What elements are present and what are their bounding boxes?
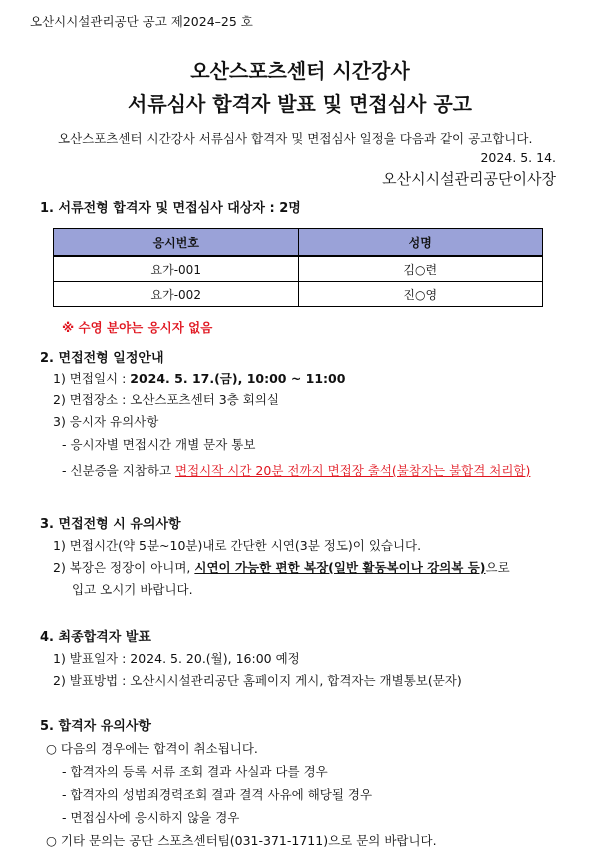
applicant-note-sms: - 응시자별 면접시간 개별 문자 통보 [62,437,256,452]
name-cell: 진○영 [298,282,543,307]
section5-heading: 5. 합격자 유의사항 [40,719,151,734]
application-number-cell: 요가-001 [54,256,299,282]
interview-location: 2) 면접장소 : 오산스포츠센터 3층 회의실 [53,392,279,407]
attendance-warning: 면접시작 시간 20분 전까지 면접장 출석(불참자는 불합격 처리함) [175,463,531,478]
cancellation-reason-documents: - 합격자의 등록 서류 조회 결과 사실과 다를 경우 [62,764,328,779]
section2-heading: 2. 면접전형 일정안내 [40,351,164,366]
dress-code-prefix: 2) 복장은 정장이 아니며, [53,560,195,575]
applicant-note-id-prefix: - 신분증을 지참하고 [62,463,176,478]
intro-text: 오산스포츠센터 시간강사 서류심사 합격자 및 면접심사 일정을 다음과 같이 공고합니다. [58,131,533,146]
applicant-note-id [62,461,530,479]
interview-datetime-label: 1) 면접일시 : [53,371,131,386]
cancellation-heading: ○ 다음의 경우에는 합격이 취소됩니다. [46,741,258,756]
notice-number: 오산시시설관리공단 공고 제2024–25 호 [30,14,253,29]
contact-info: ○ 기타 문의는 공단 스포츠센터팀(031-371-1711)으로 문의 바랍니다. [46,833,437,848]
cancellation-reason-absence: - 면접심사에 응시하지 않을 경우 [62,810,240,825]
candidates-table [53,228,543,307]
applicant-notes-heading: 3) 응시자 유의사항 [53,414,159,429]
table-row [54,256,543,282]
notice-date: 2024. 5. 14. [480,150,556,165]
dress-code-note [53,558,510,576]
dress-code-continuation: 입고 오시기 바랍니다. [72,582,193,597]
column-header-name: 성명 [298,229,543,257]
section3-heading: 3. 면접전형 시 유의사항 [40,517,181,532]
page-title-line1: 오산스포츠센터 시간강사 [190,59,410,83]
announcement-method: 2) 발표방법 : 오산시시설관리공단 홈페이지 게시, 합격자는 개별통보(문자) [53,673,462,688]
announcement-date: 1) 발표일자 : 2024. 5. 20.(월), 16:00 예정 [53,651,300,666]
interview-datetime [53,369,345,387]
interview-duration-note: 1) 면접시간(약 5분~10분)내로 간단한 시연(3분 정도)이 있습니다. [53,538,422,553]
dress-code-emphasis: 시연이 가능한 편한 복장(일반 활동복이나 강의복 등) [194,560,486,575]
table-row [54,282,543,307]
section4-heading: 4. 최종합격자 발표 [40,630,151,645]
table-header-row [54,229,543,257]
interview-datetime-value: 2024. 5. 17.(금), 10:00 ~ 11:00 [130,371,346,386]
dress-code-suffix: 으로 [485,560,510,575]
page-title-line2: 서류심사 합격자 발표 및 면접심사 공고 [128,92,472,116]
issuer: 오산시시설관리공단이사장 [382,170,556,188]
application-number-cell: 요가-002 [54,282,299,307]
cancellation-reason-criminal-record: - 합격자의 성범죄경력조회 결과 결격 사유에 해당될 경우 [62,787,373,802]
column-header-application-number: 응시번호 [54,229,299,257]
section1-heading: 1. 서류전형 합격자 및 면접심사 대상자 : 2명 [40,201,301,216]
swimming-note: ※ 수영 분야는 응시자 없음 [62,320,213,335]
name-cell: 김○련 [298,256,543,282]
